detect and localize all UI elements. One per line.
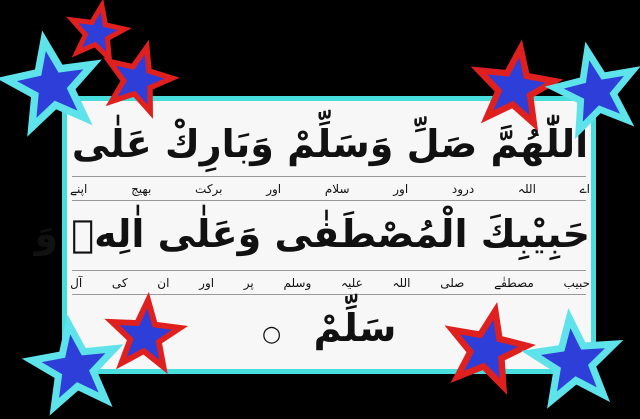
gloss-word: اللہ [392, 276, 411, 290]
star-icon [479, 48, 554, 123]
gloss-word: اور [199, 276, 215, 290]
gloss-word: درود [451, 182, 475, 196]
star-icon [72, 5, 124, 58]
arabic-line-2: حَبِیْبِكَ الْمُصْطَفٰى وَعَلٰى اٰلِهٖ وَ [34, 212, 590, 256]
gloss-word: کی [111, 276, 128, 290]
star-icon [112, 300, 180, 367]
gloss-word: علیہ [340, 276, 363, 290]
gloss-word: مصطفٰے [494, 276, 534, 290]
arabic-line-1: اَللّٰھُمَّ صَلِّ وَسَلِّمْ وَبَارِكْ عَلٰى [71, 122, 589, 166]
end-mark: ○ [262, 322, 282, 347]
gloss-word: اور [266, 182, 282, 196]
gloss-word: برکت [195, 182, 223, 196]
arabic-line-3: سَلِّمْ [313, 306, 397, 350]
star-icon [531, 318, 614, 400]
gloss-word: ان [157, 276, 170, 290]
star-icon [452, 311, 526, 387]
gloss-word: اللہ [517, 182, 536, 196]
gloss-word: اے [579, 182, 590, 196]
star-icon [110, 47, 173, 112]
gloss-word: سلام [324, 182, 350, 196]
gloss-word: اپنے [70, 182, 88, 196]
gloss-word: اور [393, 182, 409, 196]
star-icon [554, 51, 632, 130]
gloss-word: پر [243, 276, 254, 290]
gloss-word: حبیب [563, 276, 590, 290]
gloss-word: آل [70, 276, 83, 290]
star-icon [32, 324, 115, 406]
gloss-word: صلی [440, 276, 465, 290]
gloss-word: بھیج [131, 182, 152, 196]
gloss-word: وسلم [283, 276, 312, 290]
